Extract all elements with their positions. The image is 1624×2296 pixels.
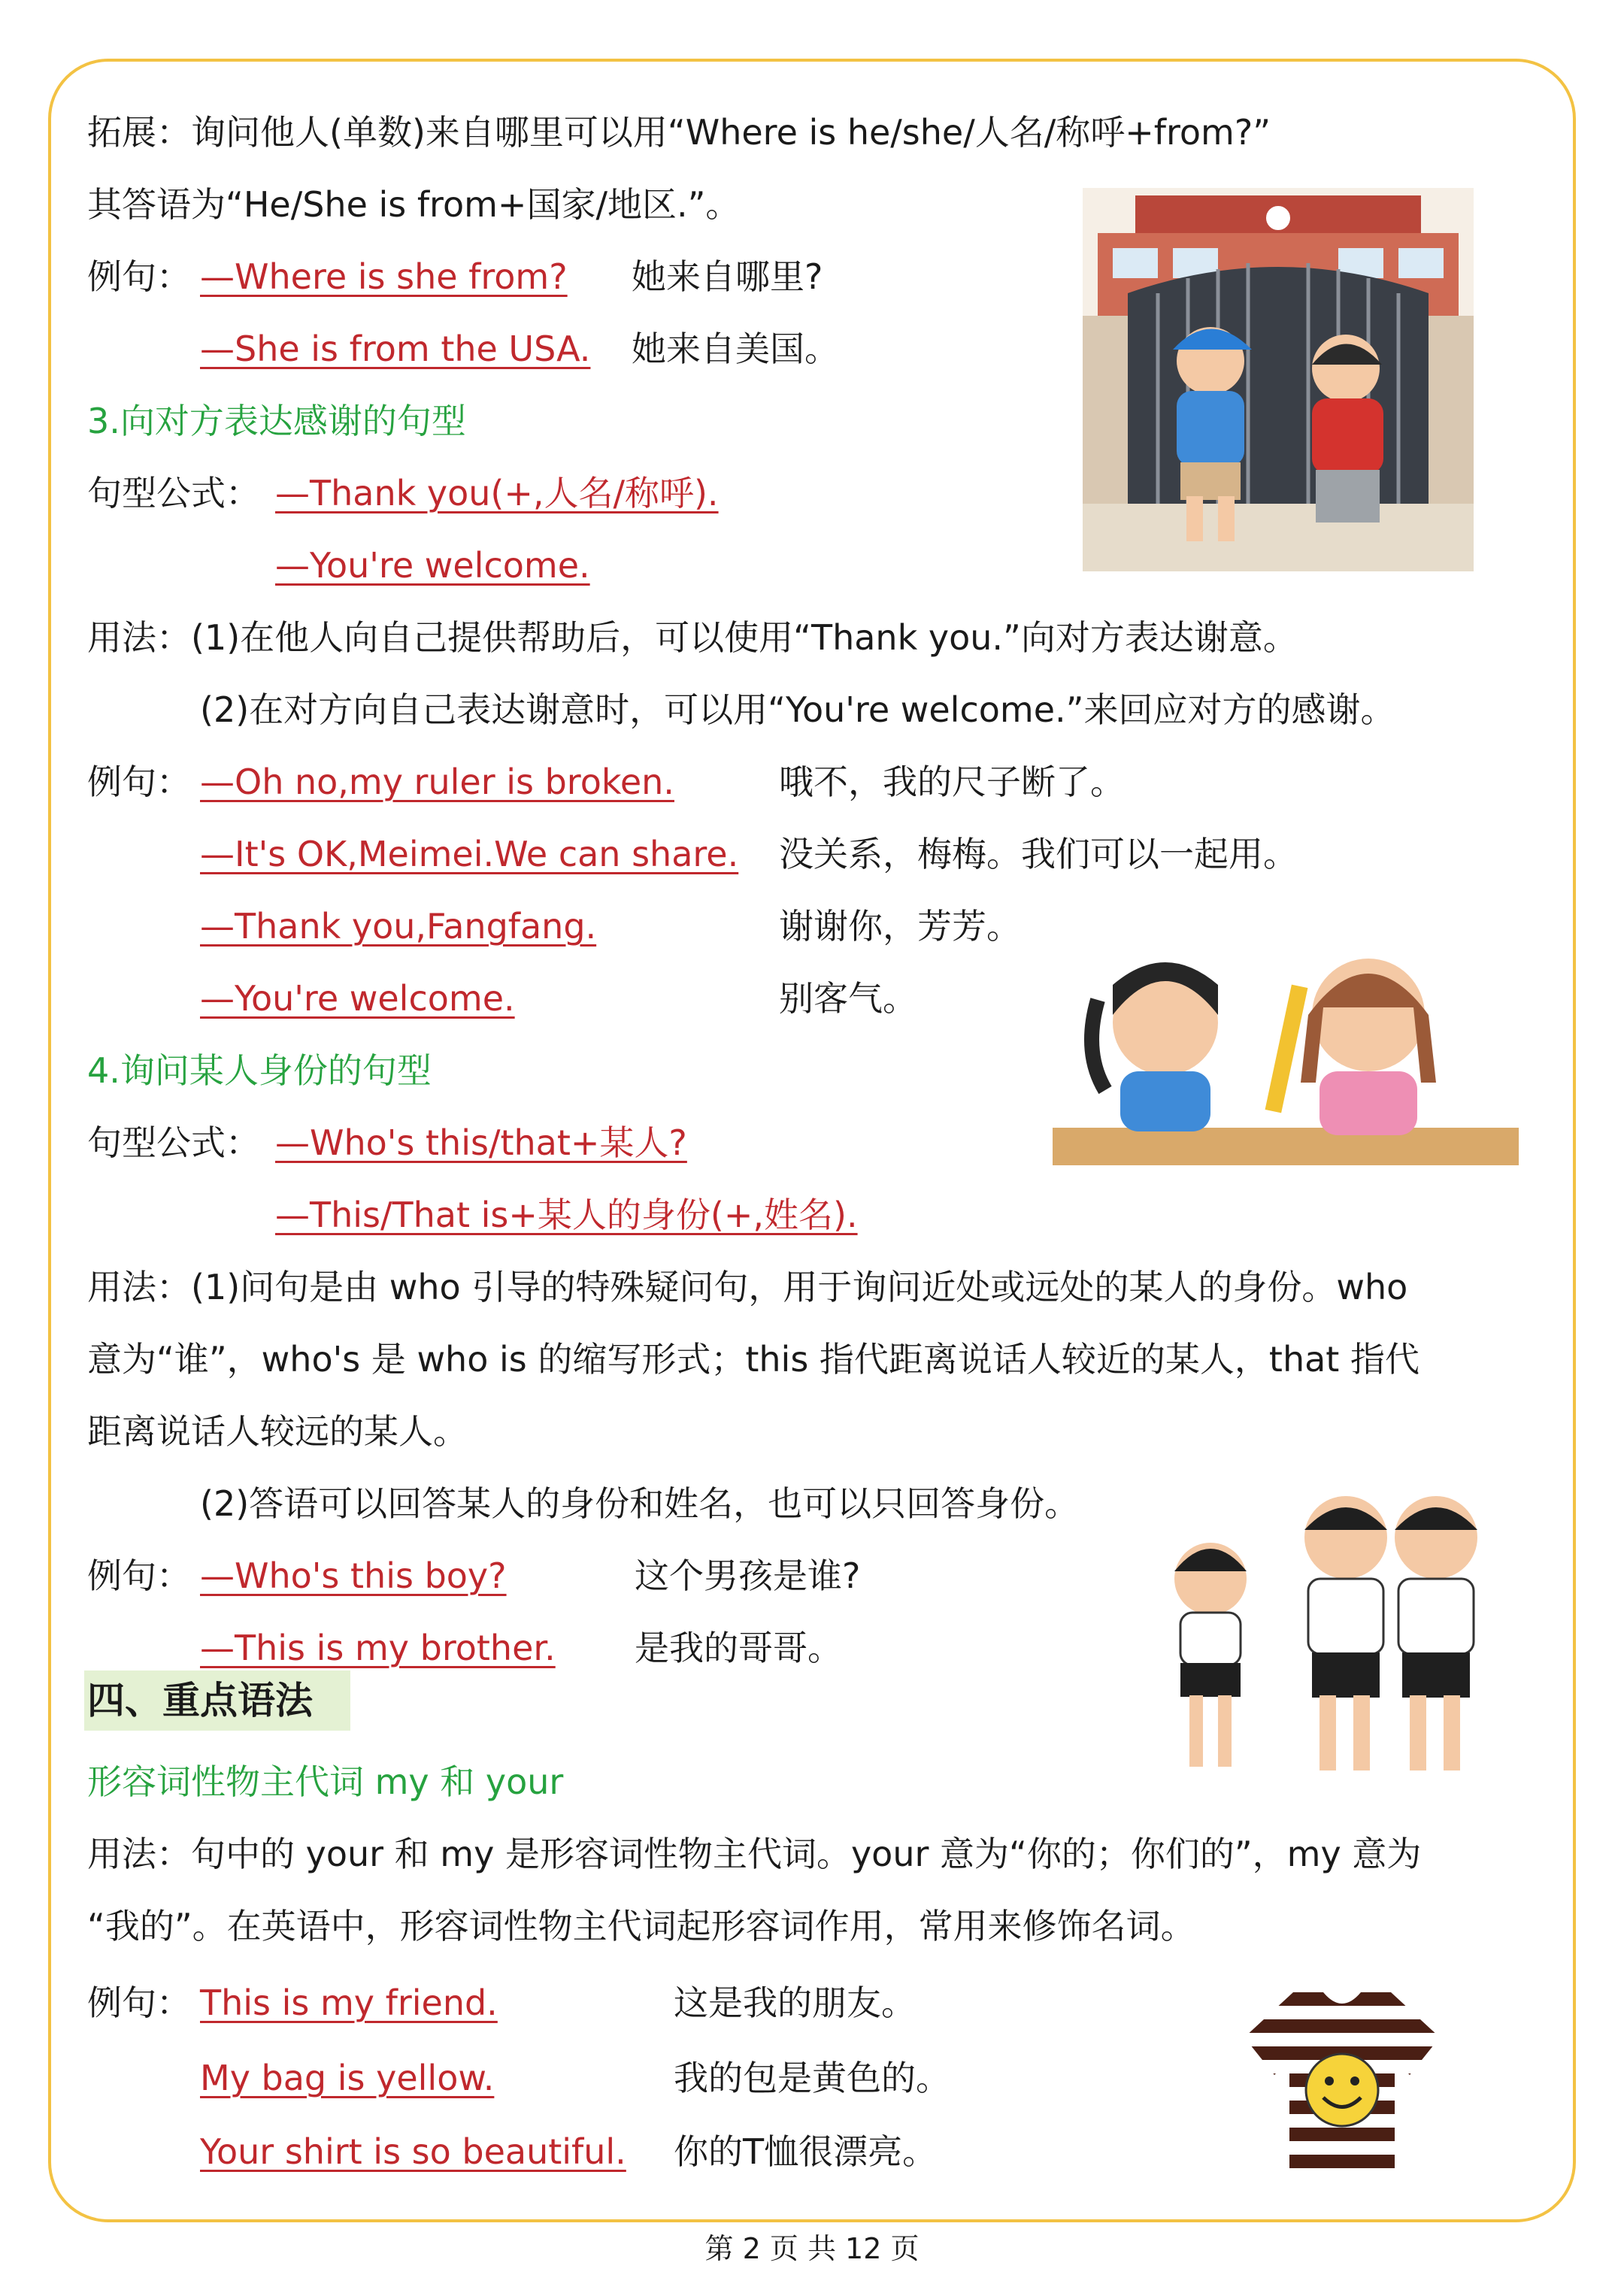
example-cn: 谢谢你，芳芳。: [779, 906, 1021, 947]
example-en: Your shirt is so beautiful.: [200, 2131, 626, 2172]
example-cn: 你的T恤很漂亮。: [674, 2131, 938, 2172]
section-4-title: 4.询问某人身份的句型: [87, 1050, 432, 1091]
school-gate-kids-illustration: [1083, 188, 1474, 571]
usage-line-2: (2)在对方向自己表达谢意时，可以用“You're welcome.”来回应对方的感谢。: [200, 689, 1395, 730]
section-3-title: 3.向对方表达感谢的句型: [87, 401, 466, 441]
grammar-heading: 四、重点语法: [87, 1679, 313, 1722]
girls-sharing-ruler-illustration: [1053, 925, 1519, 1180]
example-en: —Thank you,Fangfang.: [200, 906, 597, 947]
example-en: —Who's this boy?: [200, 1555, 507, 1596]
example-cn: 这个男孩是谁?: [635, 1555, 861, 1596]
usage-line-2: 意为“谁”，who's 是 who is 的缩写形式；this 指代距离说话人较近的某人，that 指代: [87, 1339, 1419, 1380]
formula-label: 句型公式：: [87, 1122, 260, 1163]
example-cn: 她来自哪里?: [632, 256, 823, 297]
usage-line-4: (2)答语可以回答某人的身份和姓名，也可以只回答身份。: [200, 1483, 1080, 1524]
example-cn: 没关系，梅梅。我们可以一起用。: [779, 834, 1298, 874]
formula-line-2: —This/That is+某人的身份(+,姓名).: [275, 1195, 858, 1235]
example-label: 例句：: [87, 762, 191, 802]
example-en: —It's OK,Meimei.We can share.: [200, 834, 739, 874]
extension-line-2: 其答语为“He/She is from+国家/地区.”。: [87, 184, 741, 225]
example-en: —You're welcome.: [200, 978, 515, 1019]
example-label: 例句：: [87, 1982, 191, 2023]
example-en: —She is from the USA.: [200, 329, 591, 369]
grammar-usage-line-1: 用法：句中的 your 和 my 是形容词性物主代词。your 意为“你的；你们的”，my 意为: [87, 1834, 1422, 1874]
girl-pointing-boys-illustration: [1150, 1466, 1504, 1797]
usage-line-1: 用法：(1)在他人向自己提供帮助后，可以使用“Thank you.”向对方表达谢意。: [87, 617, 1298, 658]
example-cn: 别客气。: [779, 978, 917, 1019]
grammar-usage-line-2: “我的”。在英语中，形容词性物主代词起形容词作用，常用来修饰名词。: [87, 1906, 1195, 1946]
example-en: This is my friend.: [200, 1982, 498, 2023]
example-en: —This is my brother.: [200, 1628, 556, 1668]
example-en: —Oh no,my ruler is broken.: [200, 762, 674, 802]
example-cn: 是我的哥哥。: [635, 1628, 842, 1668]
formula-line-2: —You're welcome.: [275, 545, 590, 586]
example-cn: 我的包是黄色的。: [674, 2058, 950, 2098]
example-en: My bag is yellow.: [200, 2058, 495, 2098]
striped-smiley-tshirt-illustration: [1241, 1985, 1444, 2180]
formula-line-1: —Who's this/that+某人?: [275, 1122, 687, 1163]
extension-line-1: 拓展：询问他人(单数)来自哪里可以用“Where is he/she/人名/称呼+from?”: [87, 112, 1271, 153]
example-cn: 她来自美国。: [632, 329, 839, 369]
usage-line-1: 用法：(1)问句是由 who 引导的特殊疑问句，用于询问近处或远处的某人的身份。who: [87, 1267, 1408, 1307]
example-label: 例句：: [87, 1555, 191, 1596]
example-cn: 哦不，我的尺子断了。: [779, 762, 1125, 802]
usage-line-3: 距离说话人较远的某人。: [87, 1411, 468, 1452]
grammar-subtitle: 形容词性物主代词 my 和 your: [87, 1761, 564, 1802]
formula-label: 句型公式：: [87, 473, 260, 513]
example-label: 例句：: [87, 256, 191, 297]
example-en: —Where is she from?: [200, 256, 568, 297]
example-cn: 这是我的朋友。: [674, 1982, 916, 2023]
page-footer: 第 2 页 共 12 页: [704, 2232, 920, 2265]
formula-line-1: —Thank you(+,人名/称呼).: [275, 473, 719, 513]
